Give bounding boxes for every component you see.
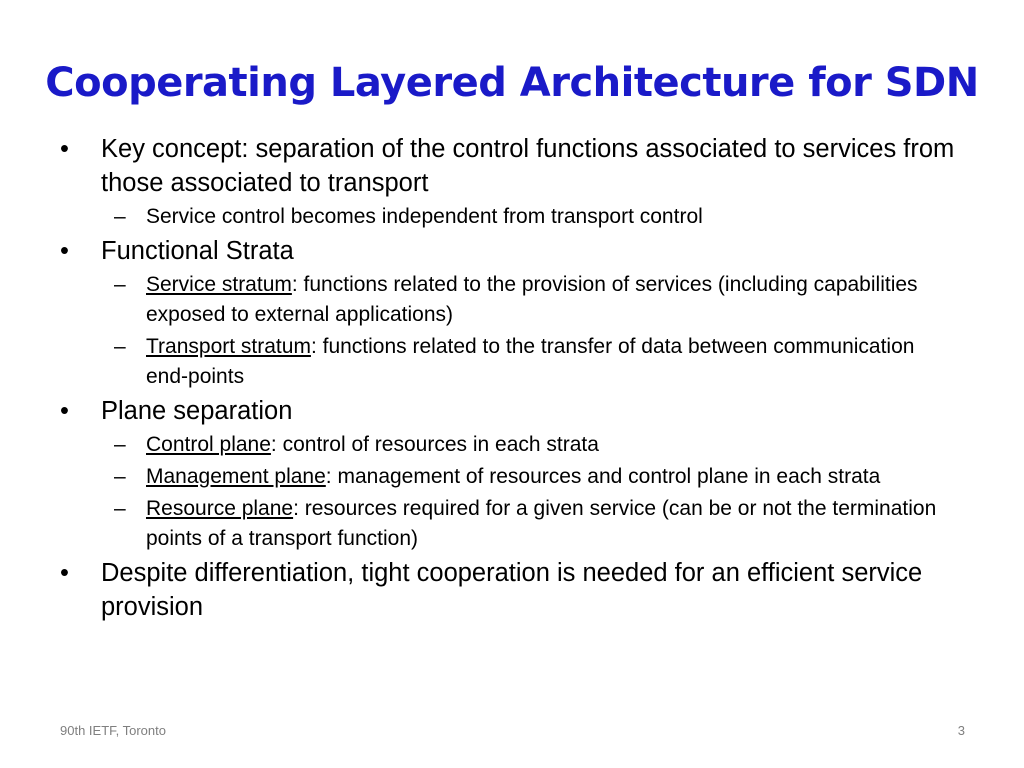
bullet-plane-separation (60, 394, 960, 428)
footer-event: 90th IETF, Toronto (60, 723, 166, 738)
dash-glyph: – (114, 497, 126, 520)
bullet-cooperation (60, 556, 960, 624)
sub-bullet-transport-stratum (60, 332, 960, 392)
bullet-key-concept (60, 132, 960, 200)
term-service-stratum: Service stratum (146, 273, 292, 296)
bullet-functional-strata (60, 234, 960, 268)
term-control-plane: Control plane (146, 433, 271, 456)
bullet-text: Key concept: separation of the control functions associated to services from those associated to transport (101, 135, 955, 197)
definition-text: : control of resources in each strata (270, 433, 599, 456)
definition-text: : functions related to the transfer of data between communication end-points (146, 335, 915, 388)
definition-text: : resources required for a given service (can be or not the termination points of a transport function) (146, 497, 937, 550)
definition-text: : functions related to the provision of services (including capabilities exposed to external applications) (146, 273, 918, 326)
term-resource-plane: Resource plane (146, 497, 294, 520)
bullet-glyph: • (60, 135, 69, 163)
dash-glyph: – (114, 273, 126, 296)
dash-glyph: – (114, 465, 126, 488)
slide-body (60, 130, 960, 624)
definition-text: : management of resources and control plane in each strata (325, 465, 881, 488)
sub-bullet-service-control (60, 202, 960, 232)
bullet-text: Plane separation (101, 397, 293, 425)
dash-glyph: – (114, 335, 126, 358)
bullet-glyph: • (60, 559, 69, 587)
bullet-text: Functional Strata (101, 237, 294, 265)
bullet-glyph: • (60, 237, 69, 265)
sub-bullet-service-stratum (60, 270, 960, 330)
slide-number: 3 (957, 723, 965, 738)
dash-glyph: – (114, 433, 126, 456)
sub-bullet-text: Service control becomes independent from transport control (146, 205, 703, 228)
dash-glyph: – (114, 205, 126, 228)
bullet-glyph: • (60, 397, 69, 425)
term-management-plane: Management plane (146, 465, 326, 488)
sub-bullet-resource-plane (60, 494, 960, 554)
term-transport-stratum: Transport stratum (146, 335, 311, 358)
sub-bullet-control-plane (60, 430, 960, 460)
sub-bullet-management-plane (60, 462, 960, 492)
slide-title: Cooperating Layered Architecture for SDN (45, 60, 979, 106)
bullet-text: Despite differentiation, tight cooperation is needed for an efficient service provision (101, 559, 923, 621)
